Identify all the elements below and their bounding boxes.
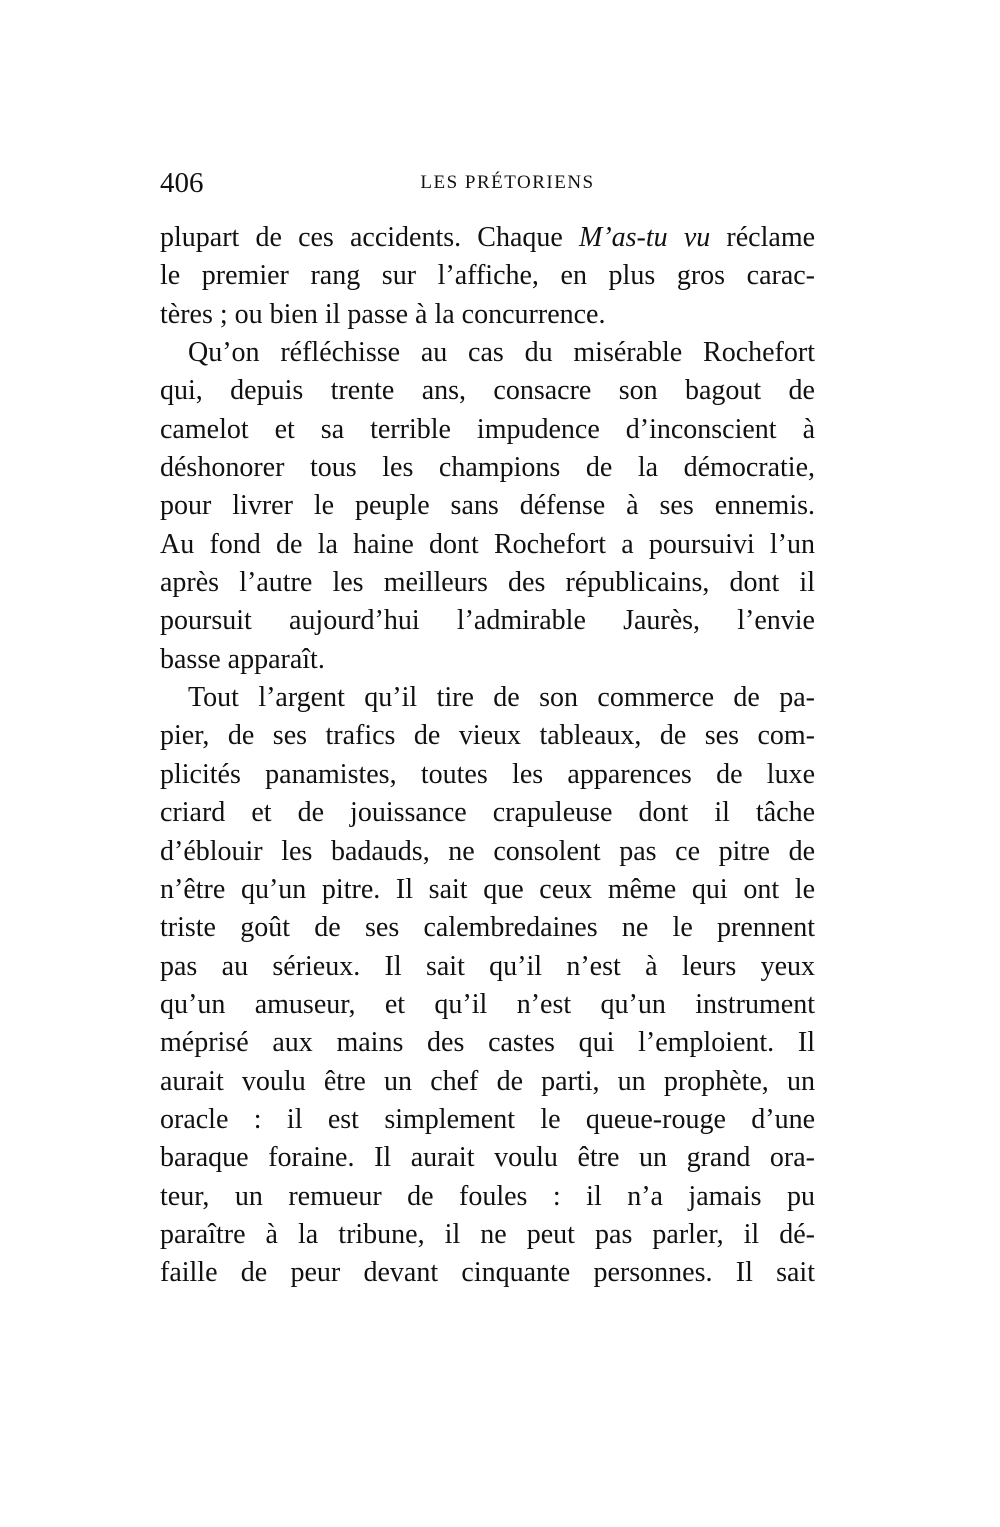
text-line: oracle : il est simplement le queue-rouge d’une: [160, 1103, 815, 1135]
text-line: tères ; ou bien il passe à la concurrence.: [160, 298, 606, 330]
text-line: qu’un amuseur, et qu’il n’est qu’un instrument: [160, 988, 815, 1020]
text-line: qui, depuis trente ans, consacre son bagout de: [160, 375, 815, 407]
text-line: méprisé aux mains des castes qui l’emploient. Il: [160, 1027, 815, 1059]
text-line: criard et de jouissance crapuleuse dont il tâche: [160, 797, 815, 829]
text-line: faille de peur devant cinquante personnes. Il sait: [160, 1257, 815, 1289]
text-line: triste goût de ses calembredaines ne le prennent: [160, 912, 815, 944]
text-line: n’être qu’un pitre. Il sait que ceux même qui ont le: [160, 873, 815, 905]
text-line: Tout l’argent qu’il tire de son commerce de pa-: [188, 682, 815, 714]
text-line: Qu’on réfléchisse au cas du misérable Rochefort: [188, 337, 815, 369]
text-line: d’éblouir les badauds, ne consolent pas ce pitre de: [160, 835, 815, 867]
page-number: 406: [160, 167, 204, 199]
text-line: basse apparaît.: [160, 643, 325, 675]
text-segment: réclame: [710, 222, 816, 253]
body-text: [160, 219, 815, 1293]
text-line: baraque foraine. Il aurait voulu être un grand ora-: [160, 1142, 815, 1174]
text-line: Au fond de la haine dont Rochefort a poursuivi l’un: [160, 528, 815, 560]
text-line: [160, 219, 815, 257]
text-line: déshonorer tous les champions de la démocratie,: [160, 452, 815, 484]
running-title: LES PRÉTORIENS: [420, 172, 595, 193]
text-line: plicités panamistes, toutes les apparences de luxe: [160, 758, 815, 790]
text-line: pour livrer le peuple sans défense à ses ennemis.: [160, 490, 815, 522]
text-line: pas au sérieux. Il sait qu’il n’est à leurs yeux: [160, 950, 815, 982]
text-line: paraître à la tribune, il ne peut pas parler, il dé-: [160, 1218, 815, 1250]
text-line: teur, un remueur de foules : il n’a jamais pu: [160, 1180, 815, 1212]
text-line: pier, de ses trafics de vieux tableaux, de ses com-: [160, 720, 815, 752]
text-line: poursuit aujourd’hui l’admirable Jaurès, l’envie: [160, 605, 815, 637]
text-line: après l’autre les meilleurs des républicains, dont il: [160, 567, 815, 599]
text-line: le premier rang sur l’affiche, en plus gros carac-: [160, 260, 815, 292]
text-segment: plupart de ces accidents. Chaque: [160, 222, 580, 253]
text-line: aurait voulu être un chef de parti, un prophète, un: [160, 1065, 815, 1097]
italic-text: M’as-tu vu: [579, 222, 711, 253]
running-header: [160, 163, 815, 203]
text-line: camelot et sa terrible impudence d’inconscient à: [160, 413, 815, 445]
